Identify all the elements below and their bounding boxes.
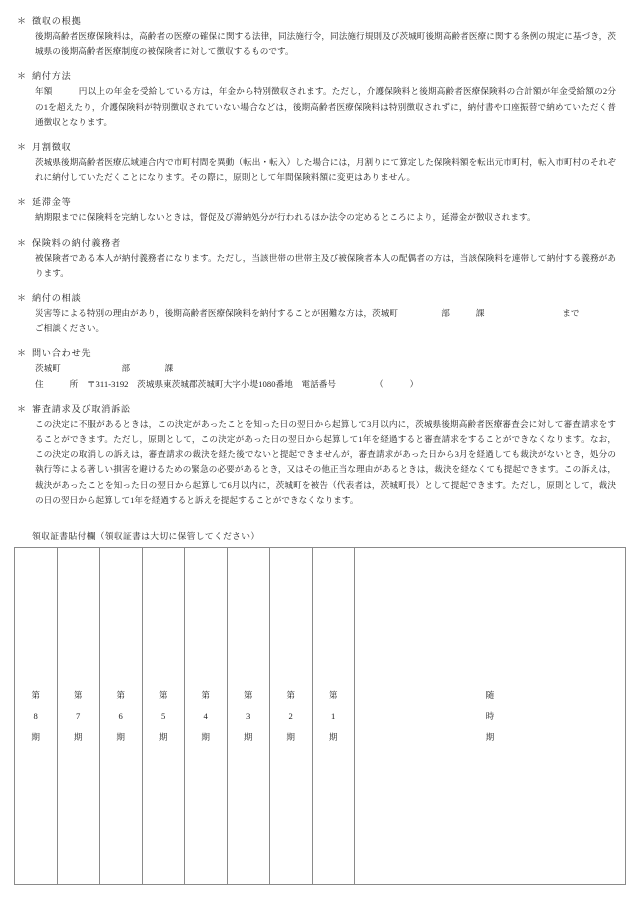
section-paragraph: 年額 円以上の年金を受給している方は，年金から特別徴収されます。ただし，介護保険料と後期高齢者医療保険料の合計額が年金受給額の2分の1を超えたり，介護保険料が特別徴収されていない場合などは，後期高齢者医療保険料は特別徴収されずに，納付書や口座振替で納めていただく普通徴収となります。: [35, 86, 616, 127]
document-section: [14, 140, 616, 185]
section-title: 徴収の根拠: [32, 16, 82, 26]
section-paragraph: この決定に不服があるときは，この決定があったことを知った日の翌日から起算して3月以内に，茨城県後期高齢者医療審査会に対して審査請求をすることができます。ただし，原則として，この決定があった日の翌日から起算して1年を経過すると審査請求をすることができなくなります。なお，この決定の取消しの訴えは，審査請求の裁決を経た後でないと提起できませんが，審査請求があった日から3月を経過しても裁決がないとき，処分の執行等による著しい損害を避けるための緊急の必要があるとき，又はその他正当な理由があるときは，裁決を経なくても提起できます。この訴えは，裁決があったことを知った日の翌日から起算して6月以内に，茨城町を被告（代表者は，茨城町長）として提起できます。ただし，原則として，裁決の日の翌日から起算して1年を経過すると訴えを提起することができなくなります。: [35, 418, 616, 505]
period-label-top: 第: [116, 689, 126, 700]
section-body: [14, 84, 616, 130]
document-section: [14, 236, 616, 281]
receipt-cell: [57, 548, 100, 885]
section-paragraph: ご相談ください。: [35, 323, 105, 334]
period-label-top: 第: [201, 689, 211, 700]
period-label-bottom: 期: [31, 731, 41, 742]
document-section: [14, 195, 616, 225]
section-heading: [14, 236, 616, 250]
section-title: 問い合わせ先: [32, 348, 92, 359]
period-label-bottom: 期: [286, 731, 296, 742]
period-label-mid: 4: [203, 710, 208, 721]
receipt-cell: [227, 548, 270, 885]
document-section: [14, 14, 616, 59]
period-label-bottom: 期: [201, 731, 211, 742]
document-section: [14, 402, 616, 508]
section-heading: [14, 291, 616, 305]
period-label-mid: 3: [246, 710, 251, 721]
table-row: [15, 548, 626, 885]
section-line: 住 所 〒311-3192 茨城県東茨城郡茨城町大字小堤1080番地 電話番号 （ ）: [35, 378, 419, 389]
asterisk-bullet-icon: ＊: [17, 16, 27, 26]
receipt-cell: [142, 548, 185, 885]
receipt-attachment-table: [14, 547, 626, 885]
section-paragraph: 茨城県後期高齢者医療広域連合内で市町村間を異動（転出・転入）した場合には，月割りにて算定した保険料額を転出元市町村，転入市町村のそれぞれに納付していただくことになります。その際に，原則として年間保険料額に変更はありません。: [35, 157, 616, 183]
asterisk-bullet-icon: ＊: [17, 403, 27, 414]
receipt-cell: [15, 548, 58, 885]
period-label: [100, 685, 142, 748]
section-paragraph: 被保険者である本人が納付義務者になります。ただし，当該世帯の世帯主及び被保険者本人の配偶者の方は，当該保険料を連帯して納付する義務があります。: [35, 252, 616, 278]
period-label-bottom: 期: [328, 731, 338, 742]
receipt-cell: [100, 548, 143, 885]
section-heading: [14, 14, 616, 28]
section-title: 納付の相談: [32, 293, 82, 304]
period-label-mid: 時: [485, 710, 495, 721]
section-title: 保険料の納付義務者: [32, 237, 122, 248]
asterisk-bullet-icon: ＊: [17, 348, 27, 359]
section-line: 茨城町 部 課: [35, 363, 174, 374]
receipt-cell: [270, 548, 313, 885]
section-paragraph: 災害等による特別の理由があり，後期高齢者医療保険料を納付することが困難な方は，茨城町 部 課 まで: [35, 308, 580, 319]
period-label: [15, 685, 57, 748]
period-label-top: 第: [328, 689, 338, 700]
period-label: [58, 685, 100, 748]
section-body: [14, 306, 616, 336]
period-label-mid: 2: [288, 710, 293, 721]
period-label: [313, 685, 355, 748]
period-label: [228, 685, 270, 748]
section-body: [14, 29, 616, 59]
period-label: [143, 685, 185, 748]
section-heading: [14, 69, 616, 83]
receipt-cell: [185, 548, 228, 885]
section-heading: [14, 346, 616, 360]
section-title: 月割徴収: [32, 142, 72, 153]
section-title: 延滞金等: [32, 197, 72, 208]
period-label-bottom: 期: [158, 731, 168, 742]
document-section: [14, 291, 616, 336]
sections-container: [14, 14, 616, 508]
period-label-mid: 8: [33, 710, 38, 721]
section-paragraph: 納期限までに保険料を完納しないときは，督促及び滞納処分が行われるほか法令の定めるところにより，延滞金が徴収されます。: [35, 212, 536, 223]
period-label: [185, 685, 227, 748]
period-label-top: 第: [286, 689, 296, 700]
document-section: [14, 69, 616, 130]
period-label-top: 随: [485, 689, 495, 700]
receipt-area-label: 領収証書貼付欄（領収証書は大切に保管してください）: [32, 531, 260, 542]
section-paragraph: 後期高齢者医療保険料は，高齢者の医療の確保に関する法律，同法施行令，同法施行規則及び茨城町後期高齢者医療に関する条例の規定に基づき，茨城県の後期高齢者医療制度の被保険者に対して徴収するものです。: [35, 31, 616, 57]
period-label: [270, 685, 312, 748]
period-label-mid: 7: [76, 710, 81, 721]
period-label-top: 第: [31, 689, 41, 700]
period-label-mid: 1: [331, 710, 336, 721]
period-label-mid: 5: [161, 710, 166, 721]
period-label-bottom: 期: [73, 731, 83, 742]
section-body: [14, 251, 616, 281]
period-label-mid: 6: [118, 710, 123, 721]
section-body: [14, 361, 616, 391]
section-body: [14, 417, 616, 508]
period-label-bottom: 期: [243, 731, 253, 742]
asterisk-bullet-icon: ＊: [17, 197, 27, 208]
period-label-top: 第: [243, 689, 253, 700]
section-heading: [14, 140, 616, 154]
period-label-top: 第: [158, 689, 168, 700]
section-title: 納付方法: [32, 71, 72, 82]
period-label: [355, 685, 625, 748]
asterisk-bullet-icon: ＊: [17, 71, 27, 82]
document-section: [14, 346, 616, 391]
period-label-top: 第: [73, 689, 83, 700]
section-heading: [14, 402, 616, 416]
section-body: [14, 210, 616, 225]
period-label-bottom: 期: [116, 731, 126, 742]
asterisk-bullet-icon: ＊: [17, 142, 27, 153]
section-body: [14, 155, 616, 185]
section-title: 審査請求及び取消訴訟: [32, 403, 131, 414]
receipt-cell: [312, 548, 355, 885]
asterisk-bullet-icon: ＊: [17, 293, 27, 304]
period-label-bottom: 期: [485, 731, 495, 742]
receipt-cell: [355, 548, 626, 885]
section-heading: [14, 195, 616, 209]
asterisk-bullet-icon: ＊: [17, 237, 27, 248]
